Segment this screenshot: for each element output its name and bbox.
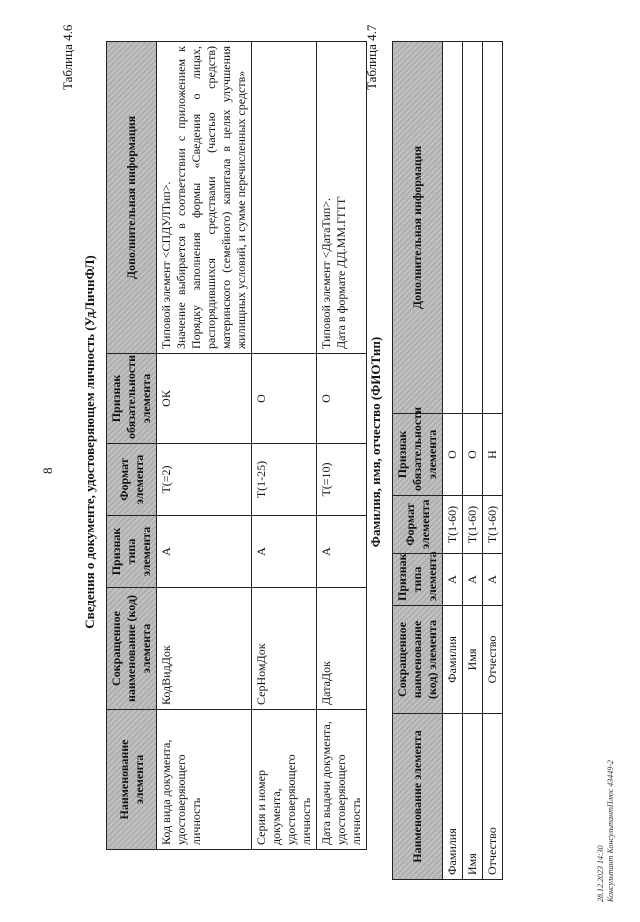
cell-required: Н [483,414,503,496]
cell-name: Фамилия [443,714,463,880]
header-element-code: Сокращенное наименование (код) элемента [107,588,157,710]
table-header-row [393,42,443,880]
footer-source: Консультант КонсультантПлюс 43449-2 [606,760,615,902]
cell-code: КодВидДок [157,588,252,710]
table-4-7-label: Таблица 4.7 [364,24,379,90]
header-additional-info: Дополнительная информация [107,42,157,354]
cell-info-line1: Типовой элемент <СПДУЛТип>. [159,181,173,349]
cell-info [443,42,463,414]
cell-info [317,42,367,354]
cell-type: А [157,516,252,588]
cell-required: О [443,414,463,496]
cell-name: Отчество [483,714,503,880]
cell-required: ОК [157,354,252,444]
cell-code: Фамилия [443,606,463,714]
cell-info [252,42,317,354]
cell-info [483,42,503,414]
header-element-name: Наименование элемента [107,710,157,850]
cell-name: Дата выдачи документа, удостоверяющего личность [317,710,367,850]
cell-required: О [463,414,483,496]
table-header-row [107,42,157,850]
table-row [483,42,503,880]
table-row [443,42,463,880]
cell-code: Отчество [483,606,503,714]
cell-required: О [252,354,317,444]
cell-info [463,42,483,414]
header-element-type: Признак типа элемента [393,554,443,606]
cell-type: А [252,516,317,588]
cell-code: Имя [463,606,483,714]
cell-format: T(1-60) [463,496,483,554]
footer-date: 28.12.2023 14:30 [596,845,605,902]
table-4-6 [106,41,367,850]
cell-name: Код вида документа, удостоверяющего личность [157,710,252,850]
header-element-code: Сокращенное наименование (код) элемента [393,606,443,714]
cell-format: T(1-60) [483,496,503,554]
cell-format: T(=2) [157,444,252,516]
cell-required: О [317,354,367,444]
header-element-required: Признак обязательности элемента [107,354,157,444]
header-element-format: Формат элемента [107,444,157,516]
cell-type: А [483,554,503,606]
cell-info-line1: Типовой элемент <ДатаТип>. [319,197,333,349]
table-4-7 [392,41,503,880]
cell-format: T(1-60) [443,496,463,554]
footer-stamp [596,760,616,902]
table-4-6-title: Сведения о документе, удостоверяющем личность (УдЛичнФЛ) [82,255,97,629]
cell-code: ДатаДок [317,588,367,710]
cell-format: T(1-25) [252,444,317,516]
cell-code: СерНомДок [252,588,317,710]
cell-name: Имя [463,714,483,880]
cell-type: А [443,554,463,606]
header-element-format: Формат элемента [393,496,443,554]
table-row [252,42,317,850]
page-number: 8 [40,467,55,474]
cell-info-line2: Значение выбирается в соответствии с приложением к Порядку заполнения формы «Сведения о лицах, распорядившихся средствами (частью средств) материнского (семейного) капитала в целях улучшения жилищных условий, и сумме перечисленных средств» [174,46,248,349]
header-additional-info: Дополнительная информация [393,42,443,414]
cell-format: T(=10) [317,444,367,516]
table-row [317,42,367,850]
cell-name: Серия и номер документа, удостоверяющего личность [252,710,317,850]
cell-type: А [317,516,367,588]
table-row [463,42,483,880]
header-element-required: Признак обязательности элемента [393,414,443,496]
header-element-name: Наименование элемента [393,714,443,880]
cell-type: А [463,554,483,606]
table-4-7-title: Фамилия, имя, отчество (ФИОТип) [368,336,383,548]
table-4-6-label: Таблица 4.6 [60,24,75,90]
cell-info [157,42,252,354]
cell-info-line2: Дата в формате ДД.ММ.ГГГГ [334,196,348,349]
header-element-type: Признак типа элемента [107,516,157,588]
table-row [157,42,252,850]
